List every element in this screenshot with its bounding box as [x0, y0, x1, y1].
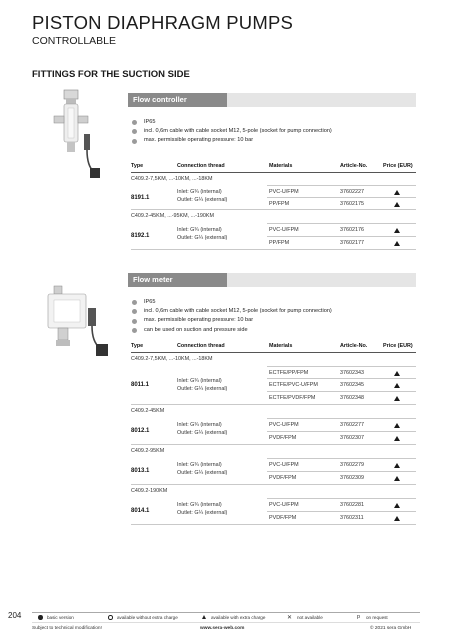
- footer-divider: [32, 612, 420, 613]
- material: PVDF/FPM: [269, 515, 297, 521]
- feature-item: incl. 0,6m cable with cable socket M12, 5-pole (socket for pump connection): [131, 127, 332, 136]
- material: PP/FPM: [269, 240, 290, 246]
- row-divider: [267, 197, 416, 198]
- feature-item: IP65: [131, 118, 332, 127]
- product-code: 8011.1: [131, 382, 150, 388]
- feature-item: IP65: [131, 298, 332, 307]
- flow-controller-features: [131, 118, 332, 146]
- bullet-icon: [132, 319, 137, 324]
- outlet-thread: Outlet: G¼ (external): [177, 430, 228, 436]
- row-divider: [131, 209, 416, 210]
- row-divider: [267, 378, 416, 379]
- legend-without-charge: available without extra charge: [117, 615, 178, 620]
- product-code: 8012.1: [131, 428, 150, 434]
- feature-item: max. permissible operating pressure: 10 bar: [131, 316, 332, 325]
- material: PVDF/FPM: [269, 435, 297, 441]
- footer-note: Subject to technical modification!: [32, 626, 102, 631]
- material: PVC-U/FPM: [269, 462, 299, 468]
- flow-meter-image: [40, 282, 120, 360]
- model-group-label: C409.2-45KM, ...-95KM, ...-190KM: [131, 213, 214, 219]
- article-number: 37602177: [340, 240, 364, 246]
- row-divider: [267, 391, 416, 392]
- material: PVC-U/FPM: [269, 189, 299, 195]
- extra-charge-icon: [202, 615, 206, 619]
- no-extra-charge-icon: [108, 615, 113, 620]
- extra-charge-icon: [394, 423, 400, 428]
- row-divider: [267, 498, 416, 499]
- material: ECTFE/PVC-U/FPM: [269, 382, 318, 388]
- extra-charge-icon: [394, 503, 400, 508]
- header-article-no: Article-No.: [340, 343, 368, 349]
- inlet-thread: Inlet: G¾ (internal): [177, 502, 222, 508]
- flow-meter-bar-fill: [227, 273, 416, 287]
- inlet-thread: Inlet: G¾ (internal): [177, 378, 222, 384]
- basic-version-icon: [38, 615, 43, 620]
- product-code: 8192.1: [131, 233, 150, 239]
- row-divider: [267, 418, 416, 419]
- outlet-thread: Outlet: G¼ (external): [177, 197, 228, 203]
- article-number: 37602175: [340, 201, 364, 207]
- page-subtitle: CONTROLLABLE: [32, 35, 117, 47]
- flow-controller-title-bar: Flow controller: [128, 93, 227, 107]
- article-number: 37602227: [340, 189, 364, 195]
- model-group-label: C409.2-45KM: [131, 408, 165, 414]
- bullet-icon: [132, 120, 137, 125]
- bullet-icon: [132, 309, 137, 314]
- row-divider: [267, 236, 416, 237]
- inlet-thread: Inlet: G¾ (internal): [177, 422, 222, 428]
- article-number: 37602343: [340, 370, 364, 376]
- extra-charge-icon: [394, 190, 400, 195]
- material: ECTFE/PP/FPM: [269, 370, 309, 376]
- feature-item: max. permissible operating pressure: 10 bar: [131, 136, 332, 145]
- bullet-icon: [132, 300, 137, 305]
- header-article-no: Article-No.: [340, 163, 368, 169]
- material: PVDF/FPM: [269, 475, 297, 481]
- extra-charge-icon: [394, 463, 400, 468]
- row-divider: [267, 366, 416, 367]
- outlet-thread: Outlet: G¼ (external): [177, 235, 228, 241]
- row-divider: [267, 431, 416, 432]
- model-group-label: C409.2-190KM: [131, 488, 168, 494]
- extra-charge-icon: [394, 228, 400, 233]
- header-connection-thread: Connection thread: [177, 163, 225, 169]
- inlet-thread: Inlet: G¾ (internal): [177, 227, 222, 233]
- article-number: 37602277: [340, 422, 364, 428]
- header-materials: Materials: [269, 343, 293, 349]
- material: PVC-U/FPM: [269, 502, 299, 508]
- legend-with-charge: available with extra charge: [211, 615, 266, 620]
- inlet-thread: Inlet: G¾ (internal): [177, 189, 222, 195]
- page-title: PISTON DIAPHRAGM PUMPS: [32, 12, 294, 33]
- product-code: 8013.1: [131, 468, 150, 474]
- article-number: 37602281: [340, 502, 364, 508]
- article-number: 37602307: [340, 435, 364, 441]
- article-number: 37602348: [340, 395, 364, 401]
- header-price: Price (EUR): [383, 163, 413, 169]
- material: ECTFE/PVDF/FPM: [269, 395, 316, 401]
- header-divider: [131, 172, 416, 173]
- header-price: Price (EUR): [383, 343, 413, 349]
- row-divider: [131, 484, 416, 485]
- material: PP/FPM: [269, 201, 290, 207]
- feature-item: can be used on suction and pressure side: [131, 326, 332, 335]
- bullet-icon: [132, 129, 137, 134]
- row-divider: [267, 471, 416, 472]
- flow-controller-bar-fill: [227, 93, 416, 107]
- article-number: 37602345: [340, 382, 364, 388]
- row-divider: [131, 404, 416, 405]
- section-heading: FITTINGS FOR THE SUCTION SIDE: [32, 69, 190, 80]
- footer-copyright: © 2021 sera GmbH: [370, 626, 412, 631]
- row-divider: [267, 511, 416, 512]
- extra-charge-icon: [394, 383, 400, 388]
- footer-url[interactable]: www.sera-web.com: [200, 626, 245, 631]
- model-group-label: C409.2-7,5KM, ...-10KM, ...-18KM: [131, 176, 213, 182]
- row-divider: [131, 524, 416, 525]
- row-divider: [131, 249, 416, 250]
- material: PVC-U/FPM: [269, 422, 299, 428]
- outlet-thread: Outlet: G¼ (external): [177, 510, 228, 516]
- extra-charge-icon: [394, 436, 400, 441]
- legend-on-request: on request: [366, 615, 388, 620]
- on-request-icon: p: [357, 614, 361, 620]
- header-type: Type: [131, 163, 144, 169]
- header-connection-thread: Connection thread: [177, 343, 225, 349]
- legend-basic-version: basic version: [47, 615, 74, 620]
- flow-meter-features: [131, 298, 332, 335]
- legend-not-available: not available: [297, 615, 323, 620]
- extra-charge-icon: [394, 202, 400, 207]
- bullet-icon: [132, 139, 137, 144]
- product-code: 8191.1: [131, 195, 150, 201]
- header-type: Type: [131, 343, 144, 349]
- extra-charge-icon: [394, 241, 400, 246]
- model-group-label: C409.2-7,5KM, ...-10KM, ...-18KM: [131, 356, 213, 362]
- extra-charge-icon: [394, 371, 400, 376]
- row-divider: [267, 223, 416, 224]
- extra-charge-icon: [394, 516, 400, 521]
- header-materials: Materials: [269, 163, 293, 169]
- not-available-icon: ✕: [287, 615, 293, 621]
- header-divider: [131, 352, 416, 353]
- row-divider: [267, 185, 416, 186]
- footer-divider: [32, 622, 420, 623]
- outlet-thread: Outlet: G¼ (external): [177, 386, 228, 392]
- extra-charge-icon: [394, 396, 400, 401]
- outlet-thread: Outlet: G¼ (external): [177, 470, 228, 476]
- article-number: 37602176: [340, 227, 364, 233]
- row-divider: [267, 458, 416, 459]
- extra-charge-icon: [394, 476, 400, 481]
- model-group-label: C409.2-95KM: [131, 448, 165, 454]
- article-number: 37602311: [340, 515, 364, 521]
- page-number: 204: [8, 611, 22, 620]
- feature-item: incl. 0,6m cable with cable socket M12, 5-pole (socket for pump connection): [131, 307, 332, 316]
- row-divider: [131, 444, 416, 445]
- inlet-thread: Inlet: G¾ (internal): [177, 462, 222, 468]
- flow-meter-title-bar: Flow meter: [128, 273, 227, 287]
- material: PVC-U/FPM: [269, 227, 299, 233]
- article-number: 37602309: [340, 475, 364, 481]
- bullet-icon: [132, 328, 137, 333]
- article-number: 37602279: [340, 462, 364, 468]
- flow-controller-image: [40, 86, 116, 182]
- product-code: 8014.1: [131, 508, 150, 514]
